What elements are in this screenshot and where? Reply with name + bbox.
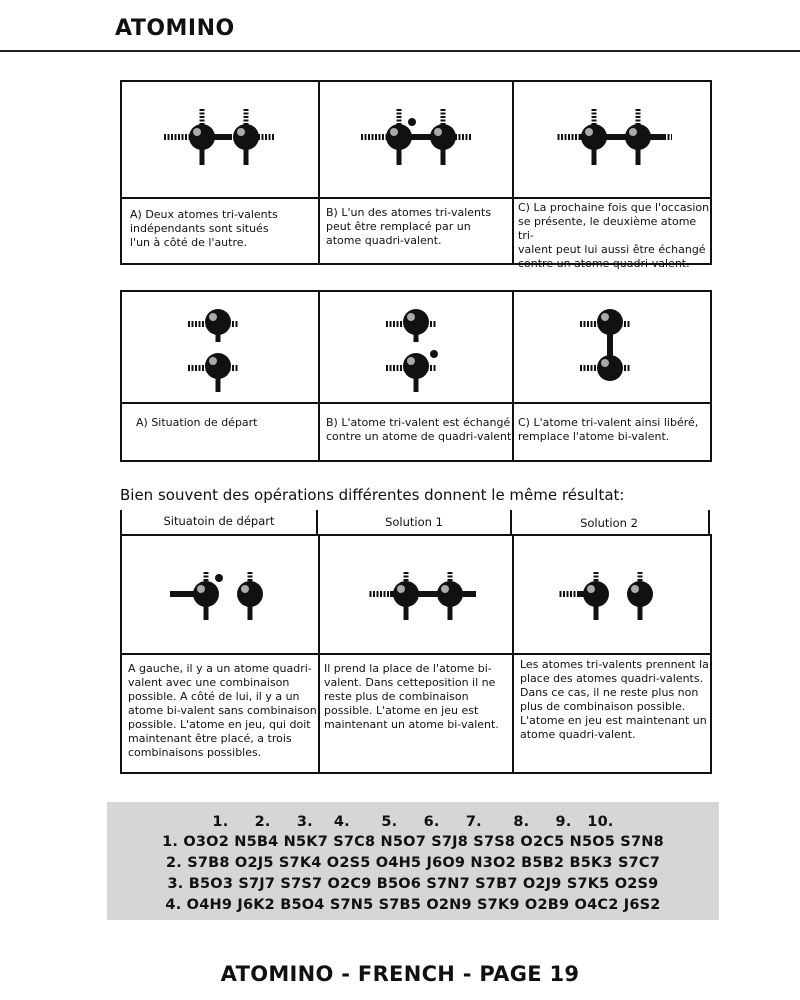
atom-bottom bbox=[188, 353, 238, 392]
panel-1-caption-c: C) La prochaine fois que l'occasion se présente, le deuxième atome tri- valent peut lui aussi être échangé contre un atome quadri-valent. bbox=[518, 201, 710, 270]
panel-1-divider-1 bbox=[318, 82, 320, 263]
atom-quadrivalent-left bbox=[361, 109, 423, 165]
panel-2-caption-a: A) Situation de départ bbox=[136, 416, 258, 429]
panel-3-illustration-start bbox=[166, 572, 286, 652]
atom-pair-vertical bbox=[580, 309, 630, 381]
panel-2-divider-1 bbox=[318, 292, 320, 460]
panel-1-caption-a: A) Deux atomes tri-valents indépendants sont situés l'un à côté de l'autre. bbox=[130, 208, 278, 249]
atom-pair-bonded bbox=[556, 109, 672, 165]
page-footer: ATOMINO - FRENCH - PAGE 19 bbox=[220, 962, 580, 986]
atom-bottom bbox=[386, 350, 438, 392]
panel-3-header-solution-2: Solution 2 bbox=[580, 516, 638, 530]
code-table-row-1: 1. O3O2 N5B4 N5K7 S7C8 N5O7 S7J8 S7S8 O2C5 N5O5 S7N8 bbox=[162, 834, 664, 850]
panel-3-caption-start: A gauche, il y a un atome quadri- valent avec une combinaison possible. A côté de lui, il y a un atome bi-valent sans combinaison possible. L'atome en jeu, qui doit maintenant être placé, a trois combinaisons possibles. bbox=[128, 662, 317, 759]
atom-bivalent-right bbox=[237, 572, 263, 620]
panel-2-illustration-c bbox=[574, 300, 654, 400]
diagram-panel-3 bbox=[120, 510, 712, 775]
panel-3-head-tick-3 bbox=[708, 510, 710, 534]
panel-3-caption-rule bbox=[122, 653, 712, 655]
code-table-row-2: 2. S7B8 O2J5 S7K4 O2S5 O4H5 J6O9 N3O2 B5B2 B5K3 S7C7 bbox=[165, 855, 661, 871]
panel-1-caption-b: B) L'un des atomes tri-valents peut être remplacé par un atome quadri-valent. bbox=[326, 206, 492, 247]
panel-1-illustration-c bbox=[554, 107, 674, 187]
atom-trivalent-left bbox=[558, 572, 609, 620]
header-rule bbox=[0, 50, 800, 52]
page-header-title: ATOMINO bbox=[115, 16, 235, 41]
panel-2-caption-c: C) L'atome tri-valent ainsi libéré, remplace l'atome bi-valent. bbox=[518, 416, 699, 443]
code-table-row-4: 4. O4H9 J6K2 B5O4 S7N5 S7B5 O2N9 S7K9 O2B9 O4C2 J6S2 bbox=[165, 897, 661, 913]
panel-3-header-start: Situatoin de départ bbox=[163, 514, 275, 528]
panel-1-illustration-a bbox=[162, 107, 282, 187]
atom-trivalent-left bbox=[164, 109, 226, 165]
section-heading: Bien souvent des opérations différentes donnent le même résultat: bbox=[120, 486, 625, 504]
atom-quadrivalent-left bbox=[170, 572, 223, 620]
diagram-panel-1 bbox=[120, 80, 712, 270]
panel-3-caption-solution-2: Les atomes tri-valents prennent la place des atomes quadri-valents. Dans ce cas, il ne reste plus non plus de combinaison possible. L'atome en jeu est maintenant un atome quadri-valent. bbox=[520, 658, 709, 741]
panel-2-illustration-b bbox=[380, 300, 460, 400]
panel-1-caption-rule bbox=[122, 197, 710, 199]
atom-trivalent-right bbox=[627, 572, 653, 620]
level-code-table bbox=[107, 802, 719, 920]
code-table-column-numbers: 1. 2. 3. 4. 5. 6. 7. 8. 9. 10. bbox=[212, 814, 614, 830]
panel-3-illustration-solution-2 bbox=[556, 572, 676, 652]
atom-trivalent-right bbox=[419, 109, 471, 165]
panel-2-illustration-a bbox=[182, 300, 262, 400]
panel-3-caption-solution-1: Il prend la place de l'atome bi- valent. Dans cetteposition il ne reste plus de combinaison possible. L'atome en jeu est maintenant un atome bi-valent. bbox=[324, 662, 499, 731]
atom-pair-bonded bbox=[368, 572, 476, 620]
atom-top bbox=[188, 309, 238, 342]
code-table-row-3: 3. B5O3 S7J7 S7S7 O2C9 B5O6 S7N7 S7B7 O2J9 S7K5 O2S9 bbox=[167, 876, 659, 892]
panel-1-divider-2 bbox=[512, 82, 514, 263]
panel-2-caption-rule bbox=[122, 402, 710, 404]
panel-2-caption-b: B) L'atome tri-valent est échangé contre un atome de quadri-valent. bbox=[326, 416, 515, 443]
panel-3-header-solution-1: Solution 1 bbox=[385, 515, 443, 529]
panel-1-illustration-b bbox=[359, 107, 479, 187]
diagram-panel-2 bbox=[120, 290, 712, 462]
atom-trivalent-right bbox=[218, 109, 274, 165]
panel-3-illustration-solution-1 bbox=[366, 572, 486, 652]
atom-top bbox=[386, 309, 436, 342]
